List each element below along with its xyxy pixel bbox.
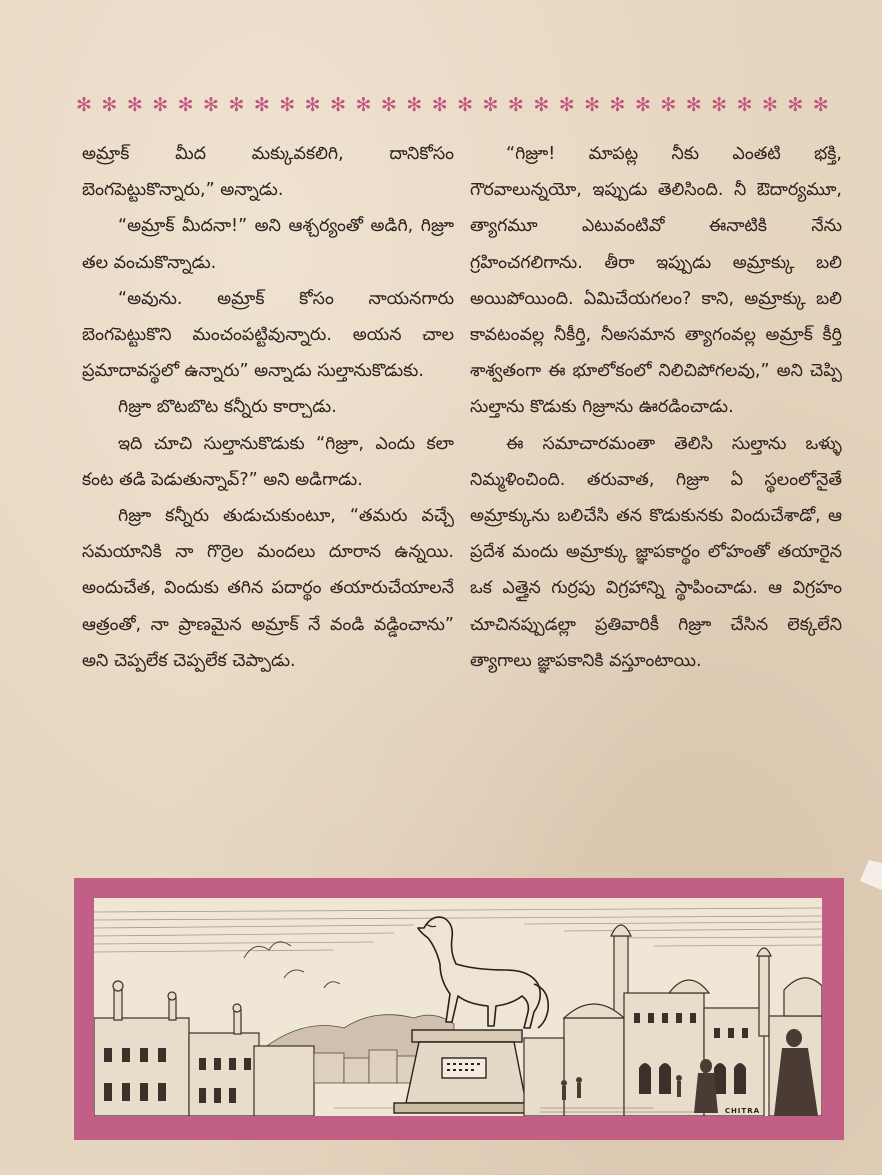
paragraph: “అవును. అమ్రాక్ కోసం నాయనగారు బెంగపెట్టుకొని మంచంపట్టివున్నారు. అయన చాల ప్రమాదావస్థలో ఉన్నారు” అన్నాడు సుల్తానుకొడుకు. [82, 288, 454, 382]
ornament-star-icon: ✻ [355, 94, 371, 116]
ornament-star-icon: ✻ [126, 94, 142, 116]
ornament-star-icon: ✻ [76, 94, 91, 116]
ornament-star-icon: ✻ [304, 94, 320, 116]
ornament-star-icon: ✻ [660, 94, 676, 116]
ornament-star-icon: ✻ [685, 94, 701, 116]
paragraph: అమ్రాక్ మీద మక్కువకలిగి, దానికోసం బెంగపెట్టుకొన్నారు,” అన్నాడు. [82, 144, 454, 201]
ornament-star-icon: ✻ [761, 94, 777, 116]
right-text-column [470, 136, 842, 679]
ornament-star-icon: ✻ [228, 94, 244, 116]
ornament-star-icon: ✻ [279, 94, 295, 116]
ornament-star-icon: ✻ [558, 94, 574, 116]
ornament-star-icon: ✻ [431, 94, 447, 116]
paper-tear [860, 860, 882, 890]
illustration-frame [74, 878, 844, 1140]
artist-signature: CHITRA [724, 1107, 760, 1115]
paragraph: ఈ సమాచారమంతా తెలిసి సుల్తాను ఒళ్ళు నిమ్మళించింది. తరువాత, గిజ్రూ ఏ స్థలంలోనైతే అమ్రాక్కును బలిచేసి తన కొడుకునకు విందుచేశాడో, ఆ ప్రదేశ మందు అమ్రాక్కు జ్ఞాపకార్థం లోహంతో తయారైన ఒక ఎత్తైన గుర్రపు విగ్రహాన్ని స్థాపించాడు. ఆ విగ్రహం చూచినప్పుడల్లా ప్రతివారికీ గిజ్రూ చేసిన లెక్కలేని త్యాగాలు జ్ఞాపకానికి వస్తూంటాయి. [470, 433, 842, 671]
ornament-star-icon: ✻ [482, 94, 498, 116]
paragraph: ఇది చూచి సుల్తానుకొడుకు “గిజ్రూ, ఎందు కలా కంట తడి పెడుతున్నావ్?” అని అడిగాడు. [82, 433, 454, 490]
ornament-star-icon: ✻ [507, 94, 523, 116]
horse-statue-illustration [94, 898, 822, 1116]
ornament-star-icon: ✻ [812, 94, 828, 116]
ornament-star-icon: ✻ [253, 94, 269, 116]
city-square-drawing [94, 898, 822, 1116]
ornament-star-icon: ✻ [101, 94, 117, 116]
ornament-star-icon: ✻ [330, 94, 345, 116]
paragraph: “గిజ్రూ! మాపట్ల నీకు ఎంతటి భక్తి, గౌరవాలున్నయో, ఇప్పుడు తెలిసింది. నీ ఔదార్యమూ, త్యాగమూ ఎటువంటివో ఈనాటికి నేను గ్రహించగలిగాను. తీరా ఇప్పుడు అమ్రాక్కు బలి అయిపోయింది. ఏమిచేయగలం? కాని, అమ్రాక్కు బలి కావటంవల్ల నీకీర్తి, నీఅసమాన త్యాగంవల్ల అమ్రాక్ కీర్తి శాశ్వతంగా ఈ భూలోకంలో నిలిచిపోగలవు,” అని చెప్పి సుల్తాను కొడుకు గిజ్రూను ఊరడించాడు. [470, 144, 842, 418]
ornament-star-icon: ✻ [711, 94, 727, 116]
ornament-star-icon: ✻ [584, 94, 600, 116]
paragraph: “అమ్రాక్ మీదనా!” అని ఆశ్చర్యంతో అడిగి, గిజ్రూ తల వంచుకొన్నాడు. [82, 216, 454, 273]
ornament-star-icon: ✻ [406, 94, 422, 116]
ornament-star-icon: ✻ [787, 94, 803, 116]
ornament-star-icon: ✻ [457, 94, 473, 116]
ornament-star-icon: ✻ [609, 94, 625, 116]
ornament-star-icon: ✻ [177, 94, 193, 116]
ornament-star-icon: ✻ [634, 94, 650, 116]
paragraph: గిజ్రూ కన్నీరు తుడుచుకుంటూ, “తమరు వచ్చే సమయానికి నా గొర్రెల మందలు దూరాన ఉన్నయి. అందుచేత, విందుకు తగిన పదార్థం తయారుచేయాలనే ఆత్రంతో, నా ప్రాణమైన అమ్రాక్ నే వండి వడ్డించాను” అని చెప్పలేక చెప్పలేక చెప్పాడు. [82, 506, 454, 671]
left-text-column [82, 136, 454, 679]
ornament-star-icon: ✻ [380, 94, 396, 116]
ornament-star-icon: ✻ [203, 94, 218, 116]
ornamental-border [76, 92, 828, 118]
ornament-star-icon: ✻ [533, 94, 549, 116]
ornament-star-icon: ✻ [736, 94, 752, 116]
ornament-star-icon: ✻ [152, 94, 168, 116]
paragraph: గిజ్రూ బొటబొట కన్నీరు కార్చాడు. [118, 397, 337, 418]
